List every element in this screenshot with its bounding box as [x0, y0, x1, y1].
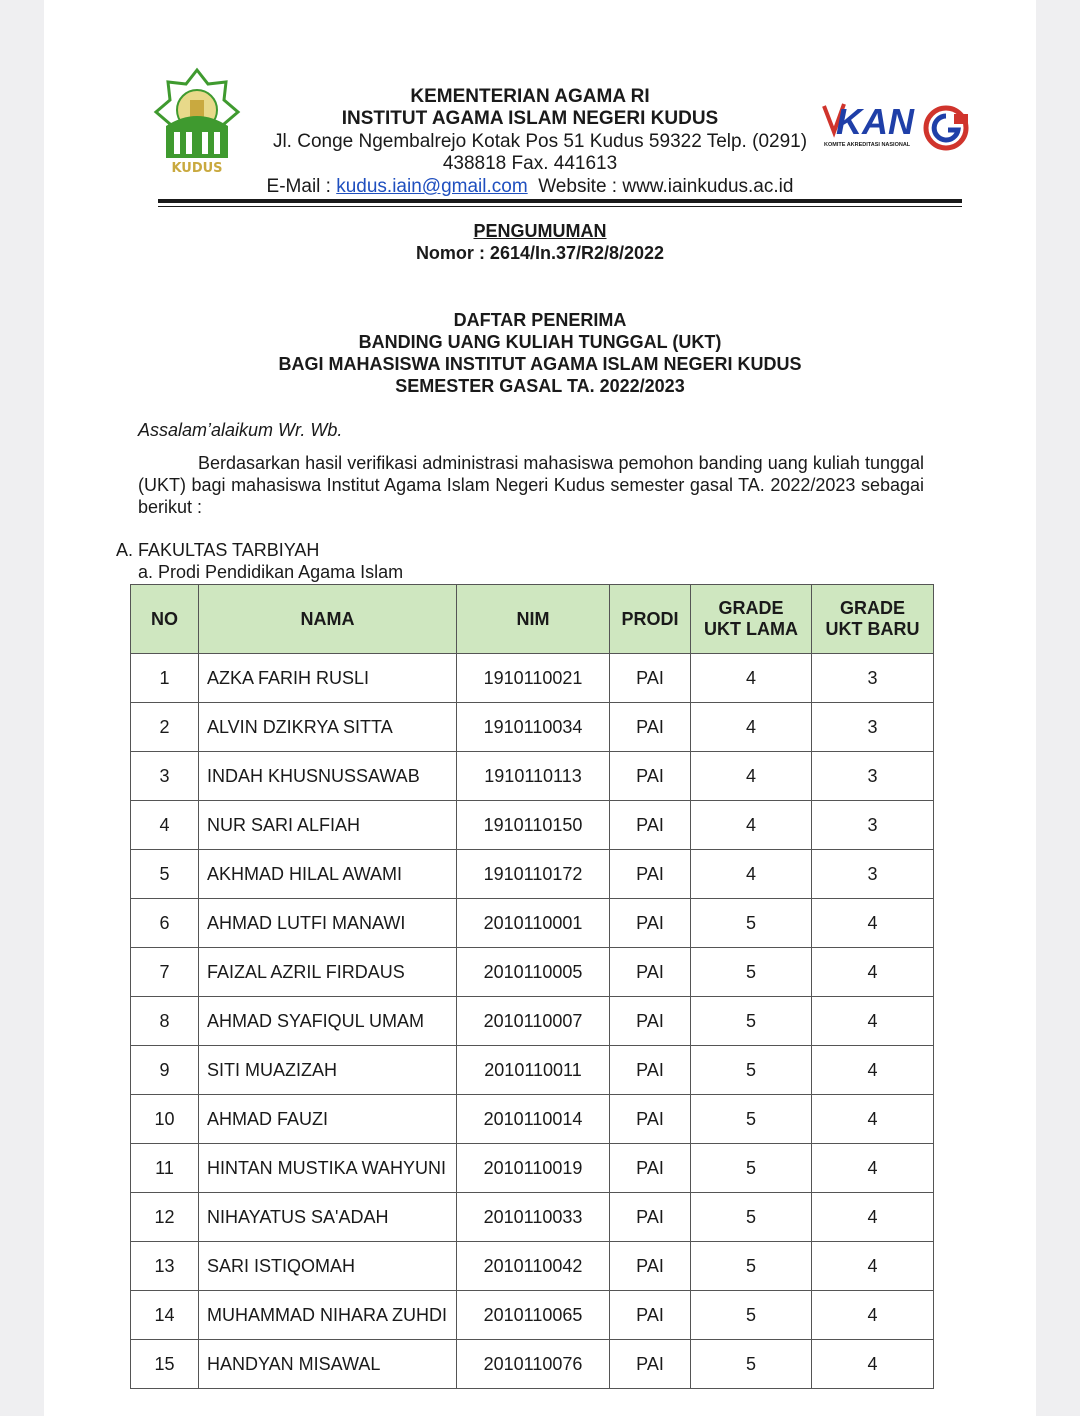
col-header-nama: NAMA	[199, 585, 457, 654]
kan-accreditation-logo	[822, 96, 970, 162]
cell-grade-lama: 4	[691, 801, 812, 850]
cell-prodi: PAI	[610, 1242, 691, 1291]
table-row	[131, 1242, 934, 1291]
table-row	[131, 1340, 934, 1389]
cell-grade-baru: 4	[812, 1340, 934, 1389]
address-line-1: Jl. Conge Ngembalrejo Kotak Pos 51 Kudus 59322 Telp. (0291)	[272, 131, 808, 152]
cell-grade-lama: 5	[691, 948, 812, 997]
cell-prodi: PAI	[610, 1193, 691, 1242]
address-line-2: 438818 Fax. 441613	[442, 153, 618, 174]
document-page	[44, 0, 1036, 1416]
cell-grade-lama: 4	[691, 703, 812, 752]
logo-left-text: KUDUS	[171, 161, 223, 176]
announcement-title	[44, 220, 1036, 242]
cell-no: 1	[131, 654, 199, 703]
cell-nama: ALVIN DZIKRYA SITTA	[199, 703, 457, 752]
table-row	[131, 1046, 934, 1095]
recipient-table	[130, 584, 934, 1389]
institution-name: INSTITUT AGAMA ISLAM NEGERI KUDUS	[341, 108, 719, 129]
announcement-title-text: PENGUMUMAN	[473, 221, 607, 241]
cell-no: 15	[131, 1340, 199, 1389]
table-row	[131, 1144, 934, 1193]
cell-nim: 1910110172	[457, 850, 610, 899]
cell-nim: 2010110005	[457, 948, 610, 997]
cell-grade-lama: 5	[691, 1242, 812, 1291]
subject-line-3: BAGI MAHASISWA INSTITUT AGAMA ISLAM NEGERI KUDUS	[278, 354, 802, 374]
col-header-grade-baru-1: GRADE	[839, 598, 905, 618]
cell-prodi: PAI	[610, 850, 691, 899]
cell-prodi: PAI	[610, 801, 691, 850]
announcement-number: Nomor : 2614/In.37/R2/8/2022	[415, 243, 665, 263]
table-row	[131, 654, 934, 703]
cell-nama: AHMAD SYAFIQUL UMAM	[199, 997, 457, 1046]
col-header-grade-baru-2: UKT BARU	[825, 619, 920, 639]
table-row	[131, 1095, 934, 1144]
cell-nim: 1910110150	[457, 801, 610, 850]
website-text: www.iainkudus.ac.id	[622, 176, 794, 197]
cell-no: 4	[131, 801, 199, 850]
cell-nama: HANDYAN MISAWAL	[199, 1340, 457, 1389]
table-row	[131, 899, 934, 948]
cell-grade-baru: 3	[812, 654, 934, 703]
cell-nim: 2010110014	[457, 1095, 610, 1144]
cell-no: 8	[131, 997, 199, 1046]
cell-nim: 2010110001	[457, 899, 610, 948]
cell-grade-baru: 4	[812, 899, 934, 948]
cell-no: 10	[131, 1095, 199, 1144]
cell-grade-baru: 3	[812, 703, 934, 752]
cell-prodi: PAI	[610, 1340, 691, 1389]
table-header-row	[131, 585, 934, 654]
intro-paragraph: Berdasarkan hasil verifikasi administrasi mahasiswa pemohon banding uang kuliah tunggal (UKT) bagi mahasiswa Institut Agama Islam Negeri Kudus semester gasal TA. 2022/2023 sebagai berikut :	[138, 453, 924, 517]
cell-prodi: PAI	[610, 752, 691, 801]
cell-grade-lama: 4	[691, 654, 812, 703]
cell-grade-baru: 4	[812, 1242, 934, 1291]
cell-nim: 1910110034	[457, 703, 610, 752]
cell-nama: MUHAMMAD NIHARA ZUHDI	[199, 1291, 457, 1340]
cell-grade-lama: 5	[691, 1340, 812, 1389]
greeting: Assalam’alaikum Wr. Wb.	[138, 420, 343, 440]
cell-grade-baru: 4	[812, 1193, 934, 1242]
subject-line-1: DAFTAR PENERIMA	[453, 310, 627, 330]
cell-nama: AZKA FARIH RUSLI	[199, 654, 457, 703]
cell-nama: INDAH KHUSNUSSAWAB	[199, 752, 457, 801]
cell-prodi: PAI	[610, 1095, 691, 1144]
email-link[interactable]: kudus.iain@gmail.com	[336, 176, 528, 197]
cell-nim: 2010110019	[457, 1144, 610, 1193]
cell-nama: AKHMAD HILAL AWAMI	[199, 850, 457, 899]
cell-nim: 1910110021	[457, 654, 610, 703]
cell-nim: 1910110113	[457, 752, 610, 801]
cell-nim: 2010110076	[457, 1340, 610, 1389]
cell-nama: FAIZAL AZRIL FIRDAUS	[199, 948, 457, 997]
subject-line-2: BANDING UANG KULIAH TUNGGAL (UKT)	[358, 332, 722, 352]
website-label: Website :	[527, 176, 623, 197]
cell-prodi: PAI	[610, 1046, 691, 1095]
cell-grade-lama: 4	[691, 850, 812, 899]
cell-prodi: PAI	[610, 1291, 691, 1340]
logo-right-text: KAN	[836, 101, 914, 142]
cell-prodi: PAI	[610, 948, 691, 997]
col-header-grade-lama-1: GRADE	[718, 598, 784, 618]
cell-no: 2	[131, 703, 199, 752]
cell-nim: 2010110007	[457, 997, 610, 1046]
cell-nama: HINTAN MUSTIKA WAHYUNI	[199, 1144, 457, 1193]
cell-nama: NUR SARI ALFIAH	[199, 801, 457, 850]
table-row	[131, 850, 934, 899]
program-heading: a. Prodi Pendidikan Agama Islam	[138, 562, 404, 582]
cell-prodi: PAI	[610, 654, 691, 703]
cell-no: 6	[131, 899, 199, 948]
cell-prodi: PAI	[610, 997, 691, 1046]
cell-grade-lama: 5	[691, 1291, 812, 1340]
cell-no: 13	[131, 1242, 199, 1291]
cell-grade-lama: 5	[691, 1193, 812, 1242]
table-row	[131, 948, 934, 997]
col-header-grade-lama	[691, 585, 812, 654]
cell-no: 11	[131, 1144, 199, 1193]
cell-nama: NIHAYATUS SA'ADAH	[199, 1193, 457, 1242]
col-header-grade-lama-2: UKT LAMA	[704, 619, 798, 639]
cell-grade-baru: 4	[812, 1291, 934, 1340]
cell-grade-lama: 4	[691, 752, 812, 801]
cell-nim: 2010110011	[457, 1046, 610, 1095]
iain-kudus-logo	[150, 66, 244, 178]
col-header-grade-baru	[812, 585, 934, 654]
cell-nama: AHMAD FAUZI	[199, 1095, 457, 1144]
ministry-name: KEMENTERIAN AGAMA RI	[410, 86, 650, 107]
cell-nim: 2010110065	[457, 1291, 610, 1340]
cell-nama: SARI ISTIQOMAH	[199, 1242, 457, 1291]
email-label: E-Mail :	[266, 176, 337, 197]
col-header-prodi: PRODI	[610, 585, 691, 654]
cell-grade-lama: 5	[691, 1144, 812, 1193]
cell-grade-baru: 4	[812, 1046, 934, 1095]
col-header-no: NO	[131, 585, 199, 654]
cell-prodi: PAI	[610, 703, 691, 752]
cell-nim: 2010110033	[457, 1193, 610, 1242]
cell-grade-baru: 3	[812, 801, 934, 850]
cell-no: 5	[131, 850, 199, 899]
cell-prodi: PAI	[610, 899, 691, 948]
table-row	[131, 1193, 934, 1242]
header-rule-thin	[158, 206, 962, 207]
cell-grade-lama: 5	[691, 997, 812, 1046]
cell-grade-baru: 3	[812, 752, 934, 801]
cell-no: 9	[131, 1046, 199, 1095]
cell-nama: SITI MUAZIZAH	[199, 1046, 457, 1095]
cell-grade-lama: 5	[691, 1095, 812, 1144]
cell-grade-baru: 4	[812, 1144, 934, 1193]
header-rule-thick	[158, 199, 962, 203]
cell-grade-baru: 4	[812, 1095, 934, 1144]
table-row	[131, 997, 934, 1046]
cell-grade-lama: 5	[691, 899, 812, 948]
cell-no: 7	[131, 948, 199, 997]
cell-no: 12	[131, 1193, 199, 1242]
table-row	[131, 752, 934, 801]
col-header-nim: NIM	[457, 585, 610, 654]
cell-no: 14	[131, 1291, 199, 1340]
cell-prodi: PAI	[610, 1144, 691, 1193]
cell-nim: 2010110042	[457, 1242, 610, 1291]
cell-grade-baru: 4	[812, 948, 934, 997]
cell-grade-baru: 4	[812, 997, 934, 1046]
table-row	[131, 801, 934, 850]
logo-right-sub: KOMITE AKREDITASI NASIONAL	[824, 142, 911, 148]
contact-line	[240, 176, 820, 198]
cell-no: 3	[131, 752, 199, 801]
cell-grade-baru: 3	[812, 850, 934, 899]
cell-nama: AHMAD LUTFI MANAWI	[199, 899, 457, 948]
subject-line-4: SEMESTER GASAL TA. 2022/2023	[395, 376, 685, 396]
cell-grade-lama: 5	[691, 1046, 812, 1095]
table-row	[131, 703, 934, 752]
faculty-heading: A. FAKULTAS TARBIYAH	[116, 540, 320, 560]
table-row	[131, 1291, 934, 1340]
